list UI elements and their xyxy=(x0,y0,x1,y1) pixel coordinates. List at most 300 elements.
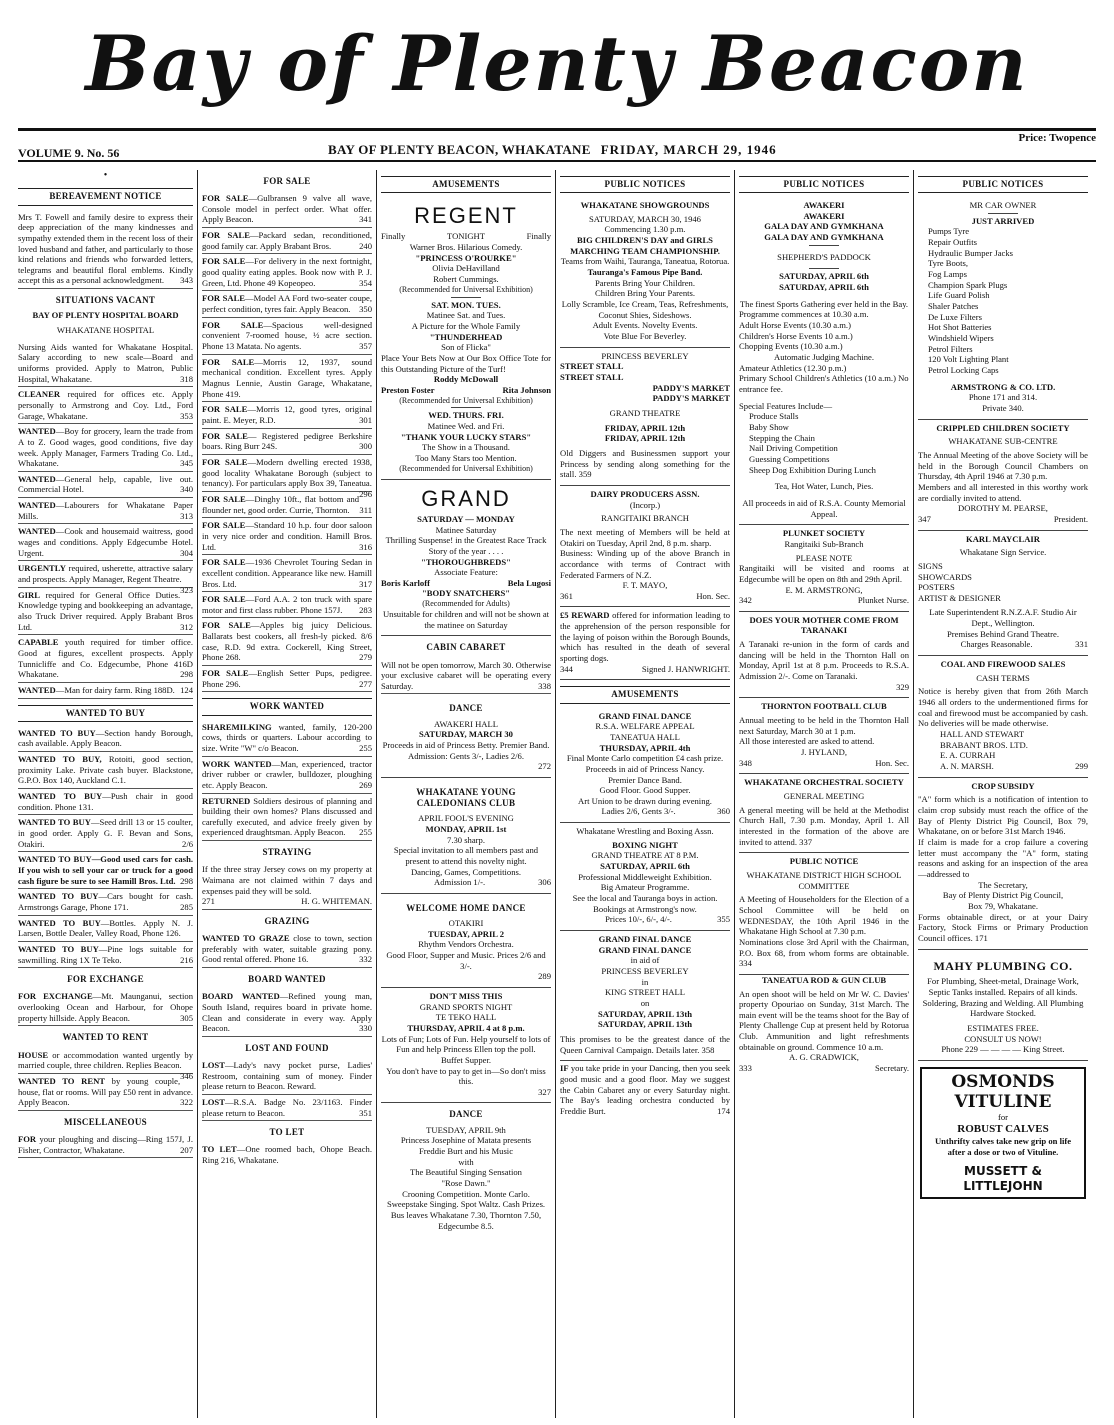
ad-lead: FOR EXCHANGE xyxy=(18,991,93,1002)
ad-lead: LOST xyxy=(202,1059,225,1070)
ad-lead: TO LET xyxy=(202,1144,237,1155)
ad-lead: FOR SALE xyxy=(202,256,246,267)
sig-row xyxy=(918,639,1088,650)
for-sale-ad xyxy=(202,355,372,403)
ad-ref: 353 xyxy=(180,410,193,421)
ad-text: —Morris 12, 1937, sound mechanical condition. Excellent tyres. Apply Magnus Lennie, Austin Garage, Whakatane, Phone 419. xyxy=(202,356,372,399)
list-item: De Luxe Filters xyxy=(928,311,982,322)
column-1 xyxy=(18,170,197,1418)
notice-text: ESTIMATES FREE. xyxy=(967,1023,1039,1033)
regent-ad xyxy=(381,197,551,479)
sig-row xyxy=(739,595,909,606)
programme-item: Amateur Athletics (12.30 p.m.) xyxy=(739,362,847,373)
ad-ref: 171 xyxy=(974,932,988,943)
work-wanted-ad xyxy=(202,720,372,757)
ad-lead: FOR SALE xyxy=(202,557,246,568)
classified-ad xyxy=(18,588,193,636)
ad-subheading: Whakatane Sign Service. xyxy=(959,547,1047,558)
awakeri-dance-ad xyxy=(381,694,551,777)
ad-lead: £5 REWARD xyxy=(560,610,610,621)
ad-lead: SHAREMILKING xyxy=(202,721,272,732)
for-sale-ad xyxy=(202,228,372,254)
ad-lead: BOARD WANTED xyxy=(202,991,280,1002)
price-row xyxy=(560,806,730,817)
notice-text: Late Superintendent R.N.Z.A.F. Studio Air Dept., Wellington. xyxy=(929,607,1077,629)
event-date: SATURDAY, APRIL 6th xyxy=(779,271,869,282)
ad-text: —Boy for grocery, learn the trade from A to Z. Good wages, good conditions, five day week. Apply Manager, Farmers Trading Co. Ltd., Whakatane. xyxy=(18,426,193,469)
film-cast-row xyxy=(381,578,551,589)
event-date: SATURDAY, APRIL 6th xyxy=(600,861,690,872)
event-desc: Parents Bring Your Children. xyxy=(594,277,696,288)
event-desc: Lots of Fun; Lots of Fun. Help yourself to lots of Fun and help Princess Ellen top the poll. xyxy=(381,1033,551,1055)
event-time: 7.30 sharp. xyxy=(447,834,485,845)
notice-text: A Taranaki re-union in the form of cards and dancing will be held in the Thornton Hall on Monday, April 1st at 8 p.m. Proceeds to R.S.A. Admission 2/-. Come on Taranaki. xyxy=(739,639,909,682)
grazing-ad xyxy=(202,931,372,968)
heading-straying: STRAYING xyxy=(262,847,312,858)
straying-notice xyxy=(202,862,372,910)
company-name: MUSSETT & LITTLEJOHN xyxy=(963,1163,1043,1193)
ad-lead: FOR SALE xyxy=(202,293,246,304)
ad-lead: CLEANER xyxy=(18,389,61,400)
to-let-ad xyxy=(202,1142,372,1167)
film-note: Unsuitable for children and will not be shown at the matinee on Saturday xyxy=(382,609,550,630)
ad-lead: GIRL xyxy=(18,589,40,600)
event-desc: The finest Sports Gathering ever held in the Bay. xyxy=(739,298,909,309)
event-desc: Adult Events. Novelty Events. xyxy=(592,320,698,331)
info-rule xyxy=(18,160,1096,162)
ad-text: your ploughing and discing—Ring 157J, J. Fisher, Contractor, Whakatane. xyxy=(18,1133,193,1155)
event-name: BIG CHILDREN'S DAY and GIRLS MARCHING TEAM CHAMPIONSHIP. xyxy=(570,235,720,256)
volume-number: VOLUME 9. No. 56 xyxy=(18,146,120,160)
column-2 xyxy=(197,170,376,1418)
divider xyxy=(809,245,839,246)
lost-ad xyxy=(202,1058,372,1095)
programme-item: Automatic Judging Machine. xyxy=(773,352,874,363)
ad-ref: 277 xyxy=(359,678,372,689)
ad-ref: 124 xyxy=(180,684,193,695)
notice-text: Members and all interested in this worthy work are cordially invited to attend. xyxy=(918,481,1088,503)
ad-ref: 300 xyxy=(359,441,372,452)
list-item: Windshield Wipers xyxy=(928,333,994,344)
heading-rod-gun: TANEATUA ROD & GUN CLUB xyxy=(761,974,887,985)
notice-text: The next meeting of Members will be held at Otakiri on Tuesday, April 2nd, 8 p.m. sharp. xyxy=(560,526,730,548)
event-desc: Good Floor. Good Supper. xyxy=(599,785,691,796)
firm-name: A. N. MARSH. xyxy=(940,761,994,771)
heading-bereavement: BEREAVEMENT NOTICE xyxy=(18,188,193,205)
film-cast-row xyxy=(381,385,551,396)
column-5 xyxy=(734,170,913,1418)
ad-lead: WANTED TO BUY xyxy=(18,817,91,828)
ad-ref: 350 xyxy=(359,304,372,315)
list-item: Petrol Filters xyxy=(928,343,973,354)
for-sale-ad xyxy=(202,555,372,592)
event-desc: You don't have to pay to get in—So don't miss this. xyxy=(386,1065,546,1087)
ad-ref: 298 xyxy=(180,875,193,886)
ad-text: Will not be open tomorrow, March 30. Otherwise your exclusive cabaret will be operating every Saturday. xyxy=(381,659,551,691)
list-item: Pumps Tyre xyxy=(928,226,970,237)
film-days: WED. THURS. FRI. xyxy=(428,410,504,421)
event-name: GRAND FINAL DANCE xyxy=(598,944,692,955)
masthead-title: Bay of Plenty Beacon xyxy=(85,19,1029,108)
ad-text: —Lady's navy pocket purse, Ladies' Restroom, containing sum of money. Finder please return to Beacon. Reward. xyxy=(202,1059,372,1092)
ad-ref: 285 xyxy=(180,901,193,912)
ad-lead: FOR SALE xyxy=(202,319,264,330)
ad-ref: 317 xyxy=(359,578,372,589)
ad-text: for xyxy=(997,1112,1009,1123)
ad-text: —Man, experienced, tractor driver rubber or crawler, bulldozer, ploughing etc. Apply Beacon. xyxy=(202,758,373,790)
notice-label: GENERAL MEETING xyxy=(783,791,865,801)
film-rating: (Recommended for Universal Exhibition) xyxy=(399,463,533,473)
bullet: • xyxy=(103,170,108,181)
ad-lead: FOR SALE xyxy=(202,594,246,605)
event-desc: "Rose Dawn." xyxy=(441,1177,491,1188)
feature-item: Sheep Dog Exhibition During Lunch xyxy=(749,464,876,475)
ad-text: —Refined young man, South Island, requires board in private home. Clean and considerate in every way. Apply Beacon. xyxy=(202,991,372,1034)
list-item: SHOWCARDS xyxy=(918,571,972,582)
ad-ref: 306 xyxy=(538,877,551,888)
grand-final-dance-ad xyxy=(560,708,730,824)
ad-text: If the three stray Jersey cows on my property at Waimana are not claimed within 7 days and expenses paid they will be sold. xyxy=(202,864,372,896)
ad-text: —Cook and housemaid waitress, good wages and conditions. Apply Edgecumbe Hotel. Urgent. xyxy=(18,526,193,558)
hospital-board: BAY OF PLENTY HOSPITAL BOARD xyxy=(32,310,179,321)
divider xyxy=(451,297,481,298)
ad-ref: 318 xyxy=(180,373,193,384)
ad-text: —Bottles. Apply N. J. Larsen, Bottle Dealer, Valley Road, Phone 126. xyxy=(18,917,193,939)
ad-subheading: ROBUST CALVES xyxy=(957,1122,1049,1135)
list-item: POSTERS xyxy=(918,582,955,593)
event-desc: Buffet Supper. xyxy=(441,1054,491,1065)
ad-text: or accommodation wanted urgently by married couple, three children. Replies Beacon. xyxy=(18,1049,193,1071)
event-desc: on xyxy=(640,997,650,1008)
osmonds-vituline-ad xyxy=(920,1067,1086,1199)
king-street-dance-ad xyxy=(560,931,730,1061)
notice-text: Forms obtainable direct, or at your Dairy Factory, Stock Firms or Primary Production Council offices. xyxy=(918,911,1088,943)
football-club-ad xyxy=(739,698,909,774)
for-sale-ad xyxy=(202,402,372,428)
ad-ref: 341 xyxy=(359,214,372,225)
film-days: SAT. MON. TUES. xyxy=(431,299,501,310)
company-phone: Private 340. xyxy=(982,402,1024,413)
ad-ref: 348 xyxy=(739,757,752,768)
ad-lead: IF xyxy=(560,1063,569,1074)
classified-ad xyxy=(18,815,193,852)
ad-ref: 360 xyxy=(717,806,730,817)
org-note: (Incorp.) xyxy=(629,499,661,510)
service-list xyxy=(918,561,1088,604)
venue: SHEPHERD'S PADDOCK xyxy=(777,251,871,262)
event-desc: Art Union to be drawn during evening. xyxy=(578,795,712,806)
list-item: Repair Outfits xyxy=(928,237,977,248)
ad-lead: WANTED TO BUY xyxy=(18,917,101,928)
event-desc: The Beautiful Singing Sensation xyxy=(410,1167,522,1178)
ad-ref: 269 xyxy=(359,779,372,790)
nursing-text: Nursing Aids wanted for Whakatane Hospital. Salary according to new scale—Board and uniforms provided. Apply to Matron, Public Hospital, Whakatane. xyxy=(18,341,193,384)
heading-wanted-to-rent: WANTED TO RENT xyxy=(62,1032,149,1043)
divider xyxy=(451,407,481,408)
film-cast: Bela Lugosi xyxy=(507,577,551,588)
ad-text: wanted, family, 120-200 cows, thirds or quarters. Labour according to size. Write "W" c/o Beacon. xyxy=(202,721,372,753)
classified-ad xyxy=(18,916,193,942)
film-desc: A Picture for the Whole Family xyxy=(411,320,521,331)
ad-lead: WANTED TO BUY xyxy=(18,943,99,954)
ad-text: —Modern dwelling erected 1938, good locality Whakatane Borough (subject to tenancy). For particulars apply Box 39, Taneatua. xyxy=(202,456,372,489)
event-desc: All proceeds in aid of R.S.A. County Memorial Appeal. xyxy=(742,497,906,519)
heading-board-wanted: BOARD WANTED xyxy=(248,974,326,985)
notice-text: If claim is made for a crop failure a covering letter must accompany the "A" form, stating reasons and asking for an inspection of the area—addressed to xyxy=(918,836,1088,879)
heading-coal-firewood: COAL AND FIREWOOD SALES xyxy=(940,659,1066,670)
column-3 xyxy=(376,170,555,1418)
heading-welcome-home: WELCOME HOME DANCE xyxy=(406,902,526,913)
film-cast: Rita Johnson xyxy=(502,384,551,395)
notice-label: PLEASE NOTE xyxy=(795,552,853,563)
heading-cabin-cabaret: CABIN CABARET xyxy=(426,642,506,653)
ad-text: —Apples big juicy Delicious. Ballarats best cookers, all fresh-ly picked. 8/6 case, R.D. 9d extra. Cockerell, King Street, Phone 268. xyxy=(202,620,372,663)
ad-text: —Model AA Ford two-seater coupe, perfect condition, tyres fair. Apply Beacon. xyxy=(202,293,373,315)
hospital-name: WHAKATANE HOSPITAL xyxy=(56,324,155,335)
ad-text: you take pride in your Dancing, then you seek good music and a good floor. May we suggest the Cabin Cabaret any or every Saturday night. The Bay's leading orchestra conducted by Freddie Burt. xyxy=(560,1063,730,1116)
event-desc: Dancing, Games, Competitions. xyxy=(410,866,522,877)
programme-item: Primary School Children's Athletics (10 a.m.) No entrance fee. xyxy=(739,373,909,394)
ad-lead: FOR SALE xyxy=(202,230,250,241)
divider xyxy=(809,268,839,269)
event-price: Admission: Gents 3/-, Ladies 2/6. xyxy=(407,750,524,761)
ad-ref: 216 xyxy=(180,954,193,965)
welcome-home-ad xyxy=(381,894,551,988)
ad-ref: 330 xyxy=(359,1023,372,1034)
ad-ref: 207 xyxy=(180,1144,193,1155)
nursing-ad xyxy=(18,340,193,388)
for-sale-ad xyxy=(202,191,372,228)
freddie-burt-dance-ad xyxy=(381,1109,551,1231)
ad-text: —Gulbransen 9 valve all wave, Console model in perfect order. What offer. Apply Beacon. xyxy=(202,193,372,225)
company-phone: Phone 229 — — — — King Street. xyxy=(941,1044,1065,1055)
classified-ad xyxy=(18,942,193,968)
film-cast: Robert Cummings. xyxy=(433,274,499,285)
film-matinee: Matinee Sat. and Tues. xyxy=(426,310,506,321)
event-desc: Special invitation to all members past and present to attend this novelty night. xyxy=(393,845,539,866)
event-date: SATURDAY, MARCH 30 xyxy=(419,729,513,740)
event-desc: Vote Blue For Beverley. xyxy=(603,331,687,342)
notice-text: Charges Reasonable. xyxy=(960,639,1033,650)
event-desc: Princess Josephine of Matata presents xyxy=(400,1135,532,1146)
boxing-night-ad xyxy=(560,823,730,931)
event-date: FRIDAY, APRIL 12th xyxy=(604,433,686,444)
ad-ref: 304 xyxy=(180,547,193,558)
ad-lead: FOR SALE xyxy=(202,356,255,367)
ad-lead: WANTED TO BUY xyxy=(18,727,96,738)
signature: A. G. CRADWICK, xyxy=(789,1052,859,1063)
ad-text: required for General Office Duties. Knowledge typing and bookkeeping an advantage, also Truck Driver required. Apply Brabant Bros Ltd. xyxy=(18,589,193,632)
ad-ref: 299 xyxy=(1075,761,1088,771)
film-desc: Place Your Bets Now at Our Box Office Tote for this Outstanding Picture of the Turf! xyxy=(381,352,551,374)
heading-for-sale: FOR SALE xyxy=(263,176,311,186)
event-price: Admission 1/-. xyxy=(434,877,486,888)
heading-wanted-to-buy: WANTED TO BUY xyxy=(18,705,193,722)
event-name: BOXING NIGHT xyxy=(612,839,678,850)
notice-text: Annual meeting to be held in the Thornton Hall next Saturday, March 30 at 1 p.m. xyxy=(739,715,909,736)
event-desc: Crooning Competition. Monte Carlo. Sweepstake Singing. Spot Waltz. Cash Prizes. xyxy=(386,1188,546,1210)
mahy-plumbing-ad xyxy=(918,950,1088,1061)
for-sale-ad xyxy=(202,254,372,291)
ad-ref: 334 xyxy=(739,958,752,969)
ad-text: —Good used cars for cash. If you wish to sell your car or truck for a good cash figure be sure to see Hamill Bros. Ltd. xyxy=(18,854,193,886)
film-title: "THANK YOUR LUCKY STARS" xyxy=(400,431,532,442)
ad-ref: 323 xyxy=(180,584,193,595)
signature-title: Plunket Nurse. xyxy=(857,595,909,606)
list-item: Shaler Patches xyxy=(928,301,979,312)
event-date: SATURDAY, APRIL 6th xyxy=(779,282,869,293)
ad-heading: MR CAR OWNER xyxy=(969,200,1037,211)
list-item: ARTIST & DESIGNER xyxy=(918,592,1001,603)
heading-public-notices: PUBLIC NOTICES xyxy=(560,176,730,193)
bereavement-notice xyxy=(18,210,193,290)
ad-text: —Pine logs suitable for sawmilling. Ring 1X Te Teko. xyxy=(18,943,193,965)
classified-ad xyxy=(18,852,193,889)
firm-name: E. A. CURRAH xyxy=(940,750,996,761)
ad-lead: WANTED xyxy=(18,526,56,537)
event-price: Ladies 2/6, Gents 3/-. xyxy=(601,806,676,817)
ad-text: —General help, capable, live out. Commercial Hotel. xyxy=(18,473,193,495)
karl-mayclair-ad xyxy=(918,531,1088,657)
heading-dairy: DAIRY PRODUCERS ASSN. xyxy=(590,488,700,499)
event-desc: with xyxy=(458,1156,474,1167)
signature: J. HYLAND, xyxy=(800,747,848,758)
feature-item: Nail Driving Competition xyxy=(749,443,838,454)
crippled-children-ad xyxy=(918,420,1088,531)
ad-ref: 271 xyxy=(202,896,215,907)
for-sale-ad xyxy=(202,318,372,355)
work-wanted-ad xyxy=(202,794,372,842)
film-cast: Olivia DeHavilland xyxy=(432,263,500,274)
ad-ref: 255 xyxy=(359,742,372,753)
price-row xyxy=(560,914,730,925)
list-item: Petrol Locking Caps xyxy=(928,365,999,375)
ad-text: — Registered pedigree Berkshire boars. Ring Burr 24S. xyxy=(202,430,372,452)
orchestral-ad xyxy=(739,774,909,853)
event-desc: Teams from Waihi, Tauranga, Taneatua, Rotorua. xyxy=(560,256,730,267)
ad-ref: 255 xyxy=(359,827,372,838)
venue: GRAND THEATRE xyxy=(609,407,681,418)
ad-ref: 343 xyxy=(180,275,193,286)
list-item: Champion Spark Plugs xyxy=(928,279,1008,290)
ad-text: —Spacious well-designed convenient 7-roomed house, ½ acre section. Phone 13 Matata. No agents. xyxy=(202,319,372,352)
ad-text: youth required for timber office. Good at figures, excellent prospects. Apply Tunnicliffe and Co. Edgecumbe, Phone 416D Whakatane. xyxy=(18,637,193,680)
ad-text: —Standard 10 h.p. four door saloon in very nice order and condition. Hamill Bros. Ltd. xyxy=(202,520,372,552)
venue: TE TEKO HALL xyxy=(435,1012,497,1023)
ad-lead: WANTED xyxy=(18,426,56,437)
ad-ref: 361 xyxy=(560,590,573,601)
event-place: AWAKERI xyxy=(803,210,845,221)
classified-ad xyxy=(18,752,193,789)
film-desc: Associate Feature: xyxy=(434,567,498,578)
taranaki-ad xyxy=(739,612,909,699)
dateline xyxy=(328,142,777,158)
ad-lead: URGENTLY xyxy=(18,563,66,574)
tonight: TONIGHT xyxy=(446,231,486,242)
event-name: PRINCESS BEVERLEY xyxy=(601,350,689,361)
ad-lead: CAPABLE xyxy=(18,637,59,648)
ad-ref: 340 xyxy=(180,484,193,495)
ad-text: —Dinghy 10ft., flat bottom and flounder net, good order. Currie, Thornton. xyxy=(202,493,360,515)
ad-ref: 332 xyxy=(359,954,372,965)
heading-crop-subsidy: CROP SUBSIDY xyxy=(971,780,1035,791)
feature-item: Produce Stalls xyxy=(749,411,799,422)
signature: DOROTHY M. PEARSE, xyxy=(958,503,1048,514)
grand-ad xyxy=(381,480,551,637)
signature: E. M. ARMSTRONG, xyxy=(785,584,863,595)
ad-ref: 337 xyxy=(799,836,813,847)
sig-row xyxy=(560,591,730,602)
signature: F. T. MAYO, xyxy=(622,580,668,591)
product-list xyxy=(918,226,1088,375)
event-band: Rhythm Vendors Orchestra. xyxy=(418,939,514,950)
ad-lead: FOR SALE xyxy=(202,193,249,204)
classified-ad xyxy=(18,524,193,561)
event-name: STREET STALL xyxy=(560,361,624,372)
classified-ad xyxy=(18,635,193,683)
sig-row xyxy=(739,1063,909,1074)
ad-text: required for offices etc. Apply personally to Armstrong and Coy. Ltd., Ford Garage, Whakatane. xyxy=(18,389,193,421)
venue: GRAND THEATRE AT 8 P.M. xyxy=(591,850,699,861)
ad-ref: 2/6 xyxy=(182,838,193,849)
features-label: Special Features Include— xyxy=(739,400,833,411)
ad-text: —Cars bought for cash. Armstrongs Garage, Phone 171. xyxy=(18,891,193,912)
ad-text: —One roomed bach, Ohope Beach. Ring 216, Whakatane. xyxy=(202,1144,372,1166)
org-name: Whakatane Wrestling and Boxing Assn. xyxy=(576,826,714,837)
issue-date: FRIDAY, MARCH 29, 1946 xyxy=(600,142,777,157)
ad-text: Unthrifty calves take new grip on life after a dose or two of Vituline. xyxy=(934,1136,1072,1157)
school-committee-ad xyxy=(739,853,909,975)
notice-text: Rangitaiki will be visited and rooms at Edgecumbe will be open on 8th and 29th April. xyxy=(739,563,909,584)
event-name: PADDY'S MARKET xyxy=(652,382,730,393)
film-matinee: Matinee Wed. and Fri. xyxy=(427,421,505,432)
programme-item: Chopping Events (10.30 a.m.) xyxy=(739,341,843,352)
heading-amusements: AMUSEMENTS xyxy=(381,176,551,193)
ad-text: Rotoiti, good section, proximity Lake. Private cash buyer. Blackstone, G.P.O. Box 140, Auckland C.1. xyxy=(18,754,194,786)
event-desc: R.S.A. WELFARE APPEAL xyxy=(595,721,695,732)
column-6 xyxy=(913,170,1092,1418)
ad-ref: 357 xyxy=(359,341,372,352)
film-cast: Preston Foster xyxy=(381,384,435,395)
event-desc: Professional Middleweight Exhibition. xyxy=(578,871,712,882)
programme-item: Programme commences at 10.30 a.m. xyxy=(739,309,869,320)
notice-text: "A" form which is a notification of intention to claim crop subsidy must reach the office of the Bay of Plenty District Pig Council, Box 79, Whakatane, on or before 31st March 1946. xyxy=(918,794,1088,837)
list-item: Hot Shot Batteries xyxy=(928,322,992,333)
ad-text: offered for information leading to the apprehension of the person responsible for the laying of poison within the Borough Bounds, which has resulted in the death of several sporting dogs. xyxy=(560,610,730,664)
reward-ad xyxy=(560,607,730,680)
dairy-producers-ad xyxy=(560,486,730,608)
ad-signature: H. G. WHITEMAN. xyxy=(301,896,372,907)
venue: AWAKERI HALL xyxy=(434,718,498,729)
venue: KING STREET HALL xyxy=(604,987,686,998)
event-date: THURSDAY, APRIL 4th xyxy=(599,742,691,753)
event-desc: in aid of xyxy=(630,955,660,966)
ad-ref: 316 xyxy=(359,541,372,552)
heading-crippled-children: CRIPPLED CHILDREN SOCIETY xyxy=(936,422,1070,433)
heading-taranaki: DOES YOUR MOTHER COME FROM TARANAKI xyxy=(749,614,899,636)
event-date: SATURDAY, APRIL 13th xyxy=(597,1008,692,1019)
for-sale-ad xyxy=(202,666,372,692)
ad-text: —English Setter Pups, pedigree. Phone 296. xyxy=(202,668,372,689)
heading-to-let: TO LET xyxy=(269,1127,305,1138)
classified-ad xyxy=(18,726,193,752)
showgrounds-ad xyxy=(560,197,730,348)
ad-lead: WANTED xyxy=(18,473,56,484)
film-rating: (Recommended for Adults) xyxy=(422,599,510,609)
ad-ref: 322 xyxy=(180,1097,193,1108)
event-price: Prices 10/-, 6/-, 4/-. xyxy=(605,914,672,925)
heading-situations: SITUATIONS VACANT xyxy=(55,295,156,306)
